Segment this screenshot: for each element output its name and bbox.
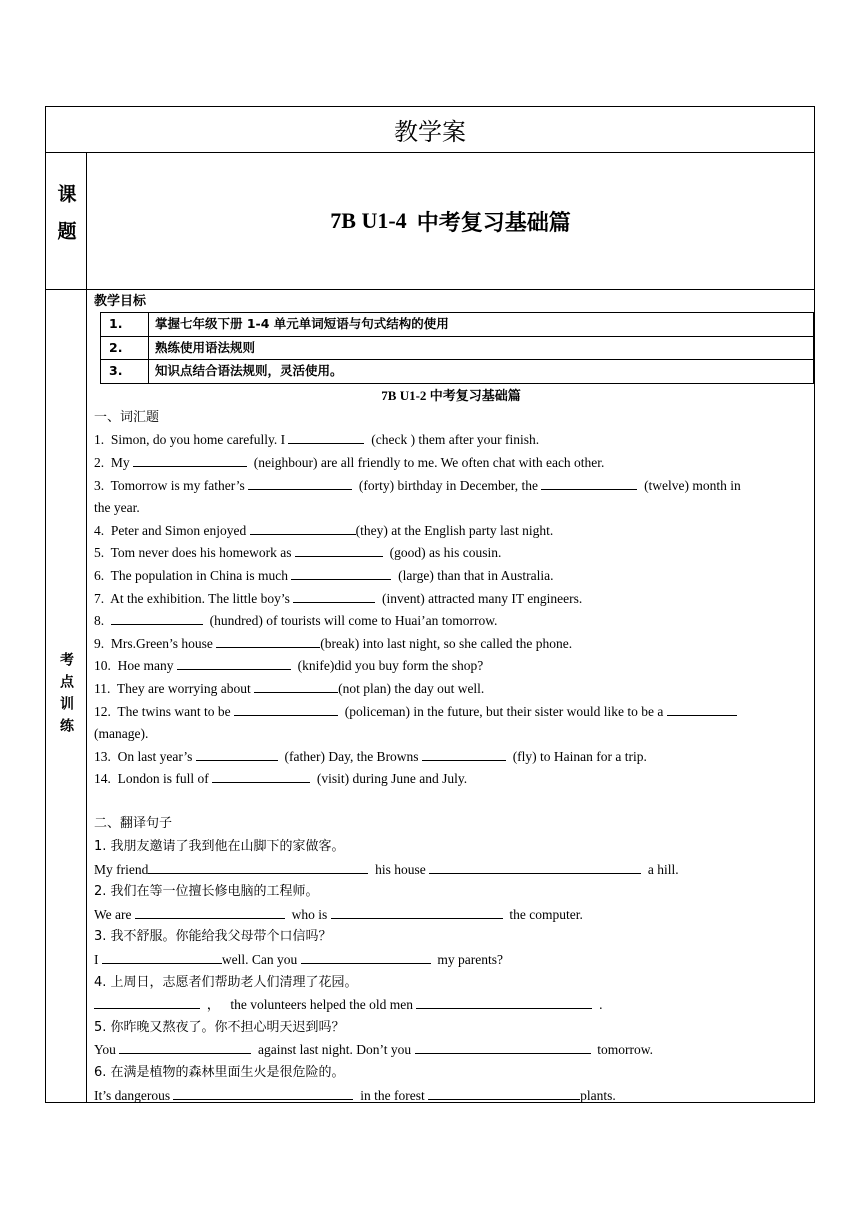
question-text: (invent) attracted many IT engineers. [375, 590, 583, 606]
question-text: 9. Mrs.Green’s house [94, 635, 217, 651]
question-text: 10. Hoe many [94, 658, 177, 674]
vocab-question-13 [94, 746, 808, 769]
question-text: (break) into last night, so she called the phone. [320, 635, 573, 651]
answer-blank[interactable] [216, 633, 320, 648]
answer-blank[interactable] [254, 678, 338, 693]
question-text: (visit) during June and July. [310, 771, 468, 787]
answer-blank[interactable] [428, 1085, 580, 1100]
answer-text: ， the volunteers helped the old men [200, 997, 417, 1013]
goal-text: 熟练使用语法规则 [149, 336, 814, 360]
answer-blank[interactable] [94, 994, 200, 1009]
question-text: (check ) them after your finish. [364, 432, 540, 448]
answer-blank[interactable] [291, 565, 391, 580]
goal-row [101, 336, 814, 360]
section-subtitle [94, 386, 808, 407]
vocab-question-3 [94, 475, 808, 498]
answer-text: a hill. [641, 861, 679, 877]
answer-blank[interactable] [667, 701, 737, 716]
subtitle-cn: 中考复习基础篇 [429, 388, 521, 404]
answer-text: You [94, 1042, 120, 1058]
vocab-question-10 [94, 655, 808, 678]
translate-answer-1 [94, 859, 808, 882]
answer-text: My friend [94, 861, 149, 877]
question-text: (policeman) in the future, but their sister would like to be a [337, 703, 667, 719]
answer-blank[interactable] [248, 475, 352, 490]
answer-text: plants. [580, 1087, 616, 1103]
answer-blank[interactable] [102, 949, 222, 964]
question-text: (twelve) month in [637, 477, 741, 493]
question-text: 3. Tomorrow is my father’s [94, 477, 249, 493]
answer-text: It’s dangerous [94, 1087, 174, 1103]
vocab-question-1 [94, 429, 808, 452]
lesson-title-en: 7B U1-4 [330, 208, 407, 233]
answer-text: his house [368, 861, 430, 877]
question-text: (fly) to Hainan for a trip. [505, 748, 647, 764]
question-text: 2. My [94, 454, 134, 470]
answer-text: who is [284, 906, 331, 922]
answer-blank[interactable] [541, 475, 637, 490]
question-text: 7. At the exhibition. The little boy’s [94, 590, 294, 606]
translate-prompt-6: 6. 在满是植物的森林里面生火是很危险的。 [94, 1065, 345, 1080]
question-text: (knife)did you buy form the shop? [290, 658, 484, 674]
translate-prompt-3: 3. 我不舒服。你能给我父母带个口信吗？ [94, 929, 332, 945]
main-row [46, 290, 814, 1102]
question-text: (they) at the English party last night. [355, 522, 554, 538]
lesson-title-cn: 中考复习基础篇 [416, 210, 571, 236]
question-text: (good) as his cousin. [382, 545, 502, 561]
vocab-question-7 [94, 588, 808, 611]
answer-blank[interactable] [196, 746, 278, 761]
answer-blank[interactable] [135, 904, 285, 919]
answer-blank[interactable] [331, 904, 503, 919]
answer-blank[interactable] [148, 859, 368, 874]
answer-blank[interactable] [111, 610, 203, 625]
vocab-question-12 [94, 701, 808, 724]
question-text: (large) than that in Australia. [391, 567, 554, 583]
answer-blank[interactable] [301, 949, 431, 964]
question-text: 11. They are worrying about [94, 680, 255, 696]
answer-text: We are [94, 906, 135, 922]
translate-answer-6 [94, 1085, 808, 1108]
vocab-heading: 一、词汇题 [94, 409, 160, 425]
vocab-question-11 [94, 678, 808, 701]
answer-blank[interactable] [293, 588, 375, 603]
question-text: (hundred) of tourists will come to Huai’an tomorrow. [202, 613, 498, 629]
answer-text: against last night. Don’t you [251, 1042, 415, 1058]
main-content [94, 292, 808, 1107]
vocab-question-6 [94, 565, 808, 588]
answer-blank[interactable] [416, 994, 592, 1009]
answer-text: well. Can you [221, 952, 301, 968]
answer-blank[interactable] [250, 520, 356, 535]
lesson-label-cell [46, 153, 87, 289]
translate-answer-5 [94, 1039, 808, 1062]
goal-number: 2. [101, 336, 149, 360]
answer-blank[interactable] [415, 1039, 591, 1054]
question-text: (forty) birthday in December, the [352, 477, 542, 493]
subtitle-en: 7B U1-2 [381, 387, 427, 403]
goal-text: 知识点结合语法规则，灵活使用。 [149, 360, 814, 384]
translate-prompt-5: 5. 你昨晚又熬夜了。你不担心明天迟到吗？ [94, 1019, 345, 1035]
answer-blank[interactable] [234, 701, 338, 716]
question-text: 13. On last year’s [94, 748, 196, 764]
answer-blank[interactable] [119, 1039, 251, 1054]
question-text: (not plan) the day out well. [338, 680, 485, 696]
lesson-label: 课题 [54, 184, 77, 258]
lesson-title [87, 153, 814, 289]
answer-text: my parents? [430, 952, 503, 968]
spacer [94, 791, 808, 814]
main-label: 考点训练 [58, 652, 74, 740]
goal-row [101, 313, 814, 337]
answer-blank[interactable] [212, 768, 310, 783]
lesson-plan-sheet [45, 106, 815, 1103]
answer-text: . [592, 997, 603, 1013]
question-text: 12. The twins want to be [94, 703, 234, 719]
main-label-cell [46, 290, 87, 1102]
answer-text: tomorrow. [590, 1042, 654, 1058]
vocab-question-3-cont: the year. [94, 500, 140, 516]
question-text: 5. Tom never does his homework as [94, 545, 295, 561]
answer-blank[interactable] [295, 542, 383, 557]
answer-text: the computer. [502, 906, 583, 922]
lesson-row [46, 153, 814, 290]
question-text: 1. Simon, do you home carefully. I [94, 432, 289, 448]
question-text: 4. Peter and Simon enjoyed [94, 522, 250, 538]
answer-blank[interactable] [173, 1085, 353, 1100]
answer-text: I [94, 952, 102, 968]
goal-row [101, 360, 814, 384]
translate-heading: 二、翻译句子 [94, 816, 173, 832]
goals-heading: 教学目标 [94, 294, 147, 309]
translate-answer-4 [94, 994, 808, 1017]
vocab-question-9 [94, 633, 808, 656]
goals-table [100, 312, 814, 384]
question-text: (father) Day, the Browns [277, 748, 422, 764]
vocab-question-4 [94, 520, 808, 543]
question-text: (neighbour) are all friendly to me. We often chat with each other. [247, 454, 605, 470]
translate-prompt-1: 1. 我朋友邀请了我到他在山脚下的家做客。 [94, 839, 345, 855]
translate-answer-2 [94, 904, 808, 927]
document-title: 教学案 [46, 107, 814, 153]
translate-prompt-2: 2. 我们在等一位擅长修电脑的工程师。 [94, 884, 319, 900]
answer-text: in the forest [353, 1087, 429, 1103]
answer-blank[interactable] [422, 746, 506, 761]
vocab-question-14 [94, 768, 808, 791]
question-text: 14. London is full of [94, 771, 213, 787]
answer-blank[interactable] [177, 655, 291, 670]
goal-number: 1. [101, 313, 149, 337]
vocab-question-8 [94, 610, 808, 633]
goal-number: 3. [101, 360, 149, 384]
question-text: 6. The population in China is much [94, 567, 292, 583]
goal-text: 掌握七年级下册 1-4 单元单词短语与句式结构的使用 [149, 313, 814, 337]
answer-blank[interactable] [133, 452, 247, 467]
question-text: 8. [94, 613, 111, 629]
answer-blank[interactable] [288, 429, 364, 444]
translate-answer-3 [94, 949, 808, 972]
vocab-question-12-cont: (manage). [94, 726, 149, 742]
answer-blank[interactable] [429, 859, 641, 874]
translate-prompt-4: 4. 上周日，志愿者们帮助老人们清理了花园。 [94, 974, 358, 990]
vocab-question-5 [94, 542, 808, 565]
vocab-question-2 [94, 452, 808, 475]
